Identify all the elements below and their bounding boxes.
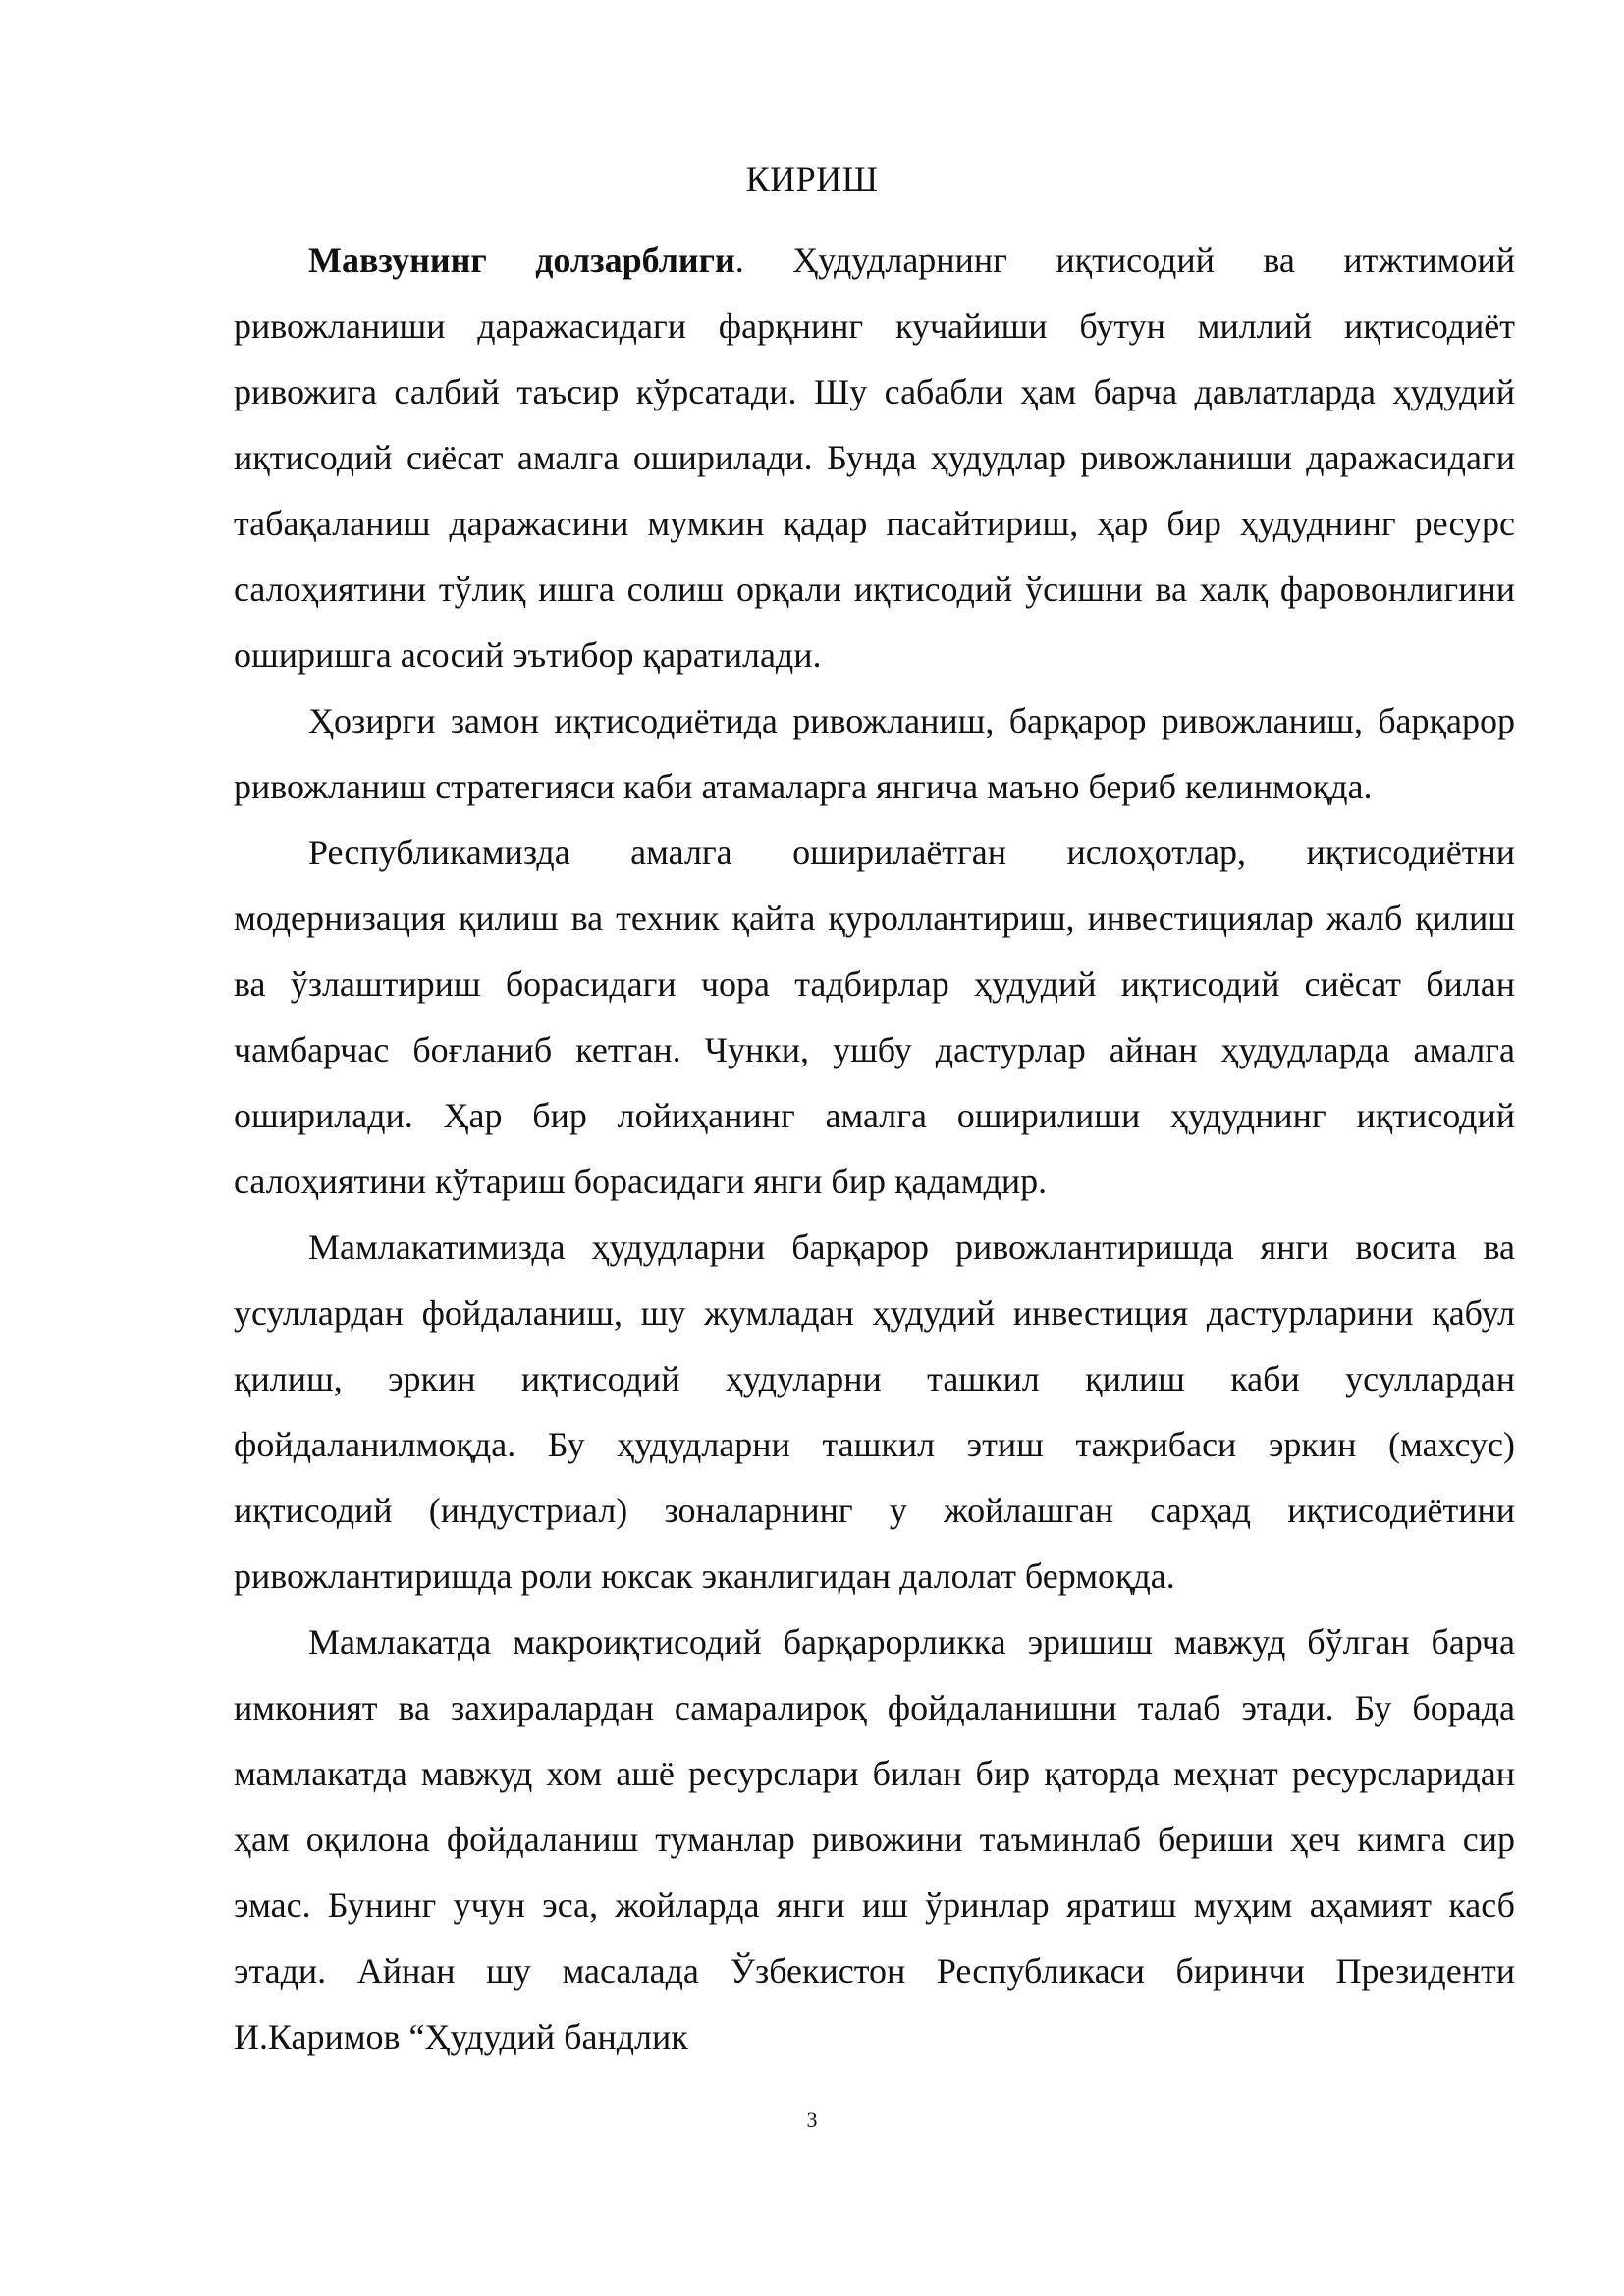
paragraph-text: . Ҳудудларнинг иқтисодий ва итжтимоий ривожланиши даражасидаги фарқнинг кучайиши бутун миллий иқтисодиёт ривожига салбий таъсир кўрсатади. Шу сабабли ҳам барча давлатларда ҳудудий иқтисодий сиёсат амалга оширилади. Бунда ҳудудлар ривожланиши даражасидаги табақаланиш даражасини мумкин қадар пасайтириш, ҳар бир ҳудуднинг ресурс салоҳиятини тўлиқ ишга солиш орқали иқтисодий ўсишни ва халқ фаровонлигини оширишга асосий эътибор қаратилади. [234,241,1515,675]
section-title: КИРИШ [745,159,879,198]
paragraph: Мамлакатимизда ҳудудларни барқарор ривожлантиришда янги восита ва усуллардан фойдаланиш, шу жумладан ҳудудий инвестиция дастурларини қабул қилиш, эркин иқтисодий ҳудуларни ташкил қилиш каби усуллардан фойдаланилмоқда. Бу ҳудудларни ташкил этиш тажрибаси эркин (махсус) иқтисодий (индустриал) зоналарнинг у жойлашган сарҳад иқтисодиётини ривожлантиришда роли юксак эканлигидан далолат бермоқда. [234,1228,1515,1596]
paragraph: Республикамизда амалга оширилаётган ислоҳотлар, иқтисодиётни модернизация қилиш ва техник қайта қуроллантириш, инвестициялар жалб қилиш ва ўзлаштириш борасидаги чора тадбирлар ҳудудий иқтисодий сиёсат билан чамбарчас боғланиб кетган. Чунки, ушбу дастурлар айнан ҳудудларда амалга оширилади. Ҳар бир лойиҳанинг амалга оширилиши ҳудуднинг иқтисодий салоҳиятини кўтариш борасидаги янги бир қадамдир. [234,833,1515,1201]
body-text [234,228,1515,2070]
page-number: 3 [806,2107,818,2132]
paragraph-lead: Мавзунинг долзарблиги [308,241,735,280]
paragraph: Ҳозирги замон иқтисодиётида ривожланиш, барқарор ривожланиш, барқарор ривожланиш стратегияси каби атамаларга янгича маъно бериб келинмоқда. [234,701,1515,806]
paragraph: Мамлакатда макроиқтисодий барқарорликка эришиш мавжуд бўлган барча имконият ва захиралардан самаралироқ фойдаланишни талаб этади. Бу борада мамлакатда мавжуд хом ашё ресурслари билан бир қаторда меҳнат ресурсларидан ҳам оқилона фойдаланиш туманлар ривожини таъминлаб бериши ҳеч кимга сир эмас. Бунинг учун эса, жойларда янги иш ўринлар яратиш муҳим аҳамият касб этади. Айнан шу масалада Ўзбекистон Республикаси биринчи Президенти И.Каримов “Ҳудудий бандлик [234,1622,1515,2056]
paragraph-relevance [234,228,1515,688]
